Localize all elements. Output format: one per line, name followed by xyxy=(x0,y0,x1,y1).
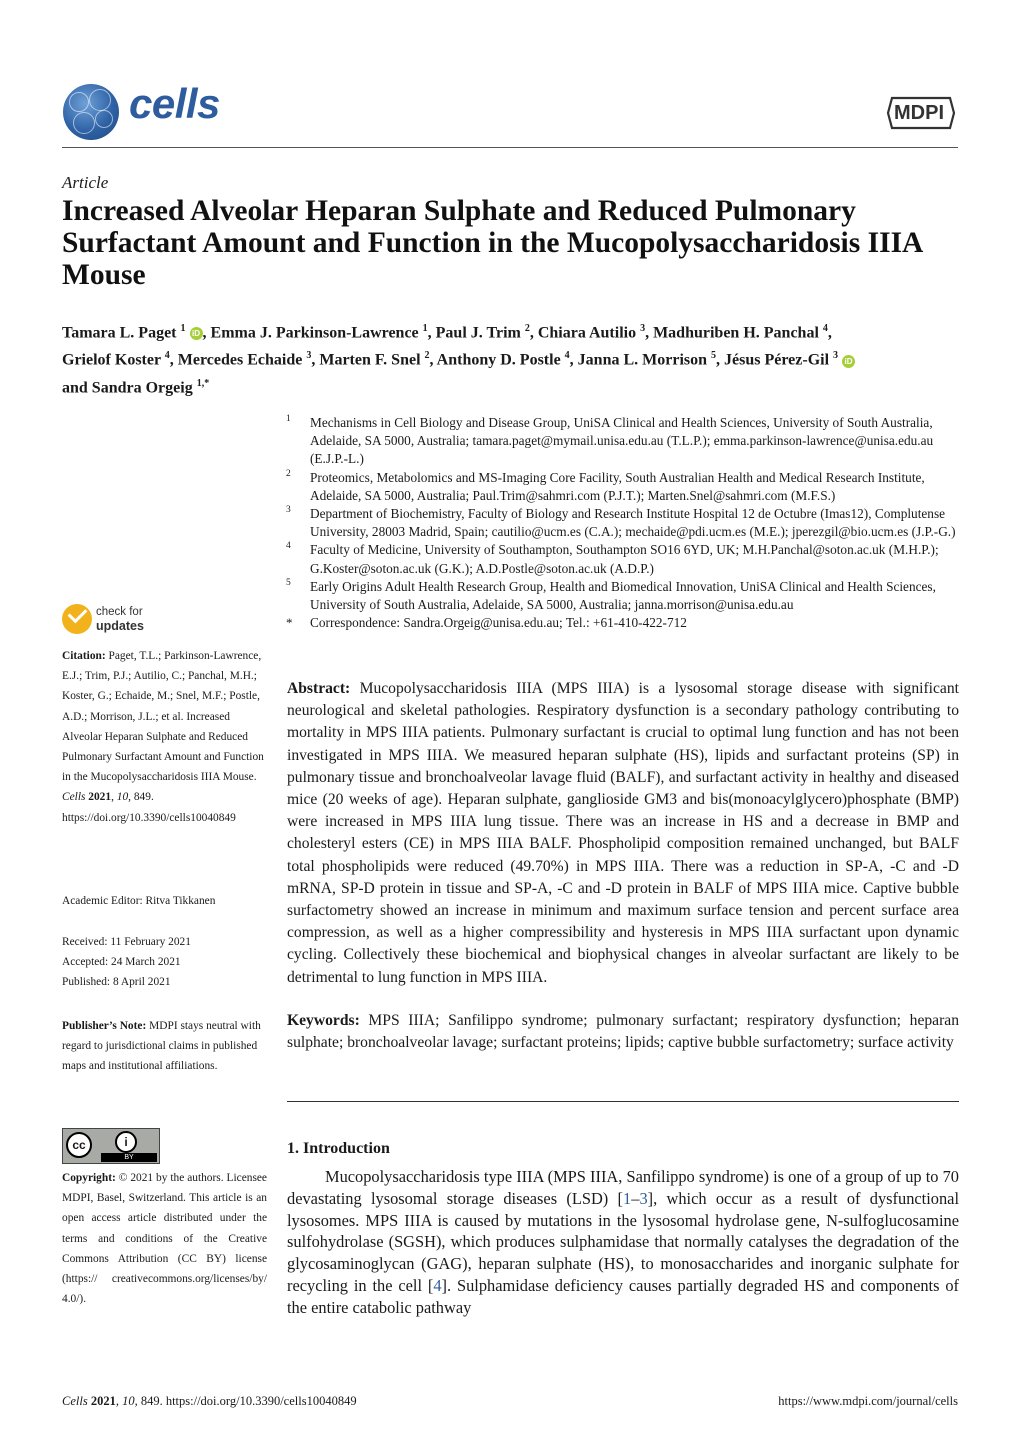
ref-dash: – xyxy=(631,1188,640,1208)
affiliation-text: Early Origins Adult Health Research Group, Health and Biomedical Innovation, UniSA Clinical and Health Sciences, University of South Australia, Adelaide, SA 5000, Australia; janna.morrison@unisa.edu.au xyxy=(310,578,936,613)
header-divider xyxy=(62,147,958,148)
copyright-label: Copyright: xyxy=(62,1172,116,1184)
citation-doi[interactable]: , 849. https://doi.org/10.3390/cells10040849 xyxy=(62,791,236,824)
published-date: Published: 8 April 2021 xyxy=(62,976,171,988)
author-affiliation-marker: 4 xyxy=(564,350,570,362)
intro-text-2: ], which occur as a result of dysfunctional lysosomes. MPS IIIA is caused by mutations in the lysosomal hydrolase gene, N-sulfoglucosamine sulfohydrolase (SGSH), which produces sulphamidase that normally catalyses the degradation of the glycosaminoglycan (GAG), heparan sulphate (HS), to monosaccharides and inorganic sulphate for recycling in the cell [ xyxy=(287,1188,959,1295)
check-label-1: check for xyxy=(96,606,143,618)
cc-by-license-badge[interactable] xyxy=(62,1128,160,1164)
copyright-block xyxy=(62,1168,267,1309)
affiliation-text: Mechanisms in Cell Biology and Disease Group, UniSA Clinical and Health Sciences, University of South Australia, Adelaide, SA 5000, Australia; tamara.paget@mymail.unisa.edu.au (T.L.P.); emma.parkinson-lawrence@unisa.edu.au (E.J.P.-L.) xyxy=(310,415,934,467)
affiliation-text: Department of Biochemistry, Faculty of Biology and Research Institute Hospital 12 de Octubre (Imas12), Complutense University, 28003 Madrid, Spain; cautilio@ucm.es (C.A.); mechaide@pdi.ucm.es (M.E.); jperezgil@bio.ucm.es (J.P.-G.) xyxy=(310,506,956,540)
affiliation-text: Proteomics, Metabolomics and MS-Imaging Core Facility, South Australian Health and Medical Research Institute, Adelaide, SA 5000, Australia; Paul.Trim@sahmri.com (P.J.T.); Marten.Snel@sahmri.com (M.F.S.) xyxy=(310,469,925,503)
author-name: Emma J. Parkinson-Lawrence xyxy=(210,324,419,342)
citation-volume: 10 xyxy=(116,791,129,804)
mdpi-logo-text: MDPI xyxy=(894,102,944,124)
affiliation-item xyxy=(286,414,966,469)
check-label-2: updates xyxy=(96,619,144,633)
citation-block: Citation: Paget, T.L.; Parkinson-Lawrence, E.J.; Trim, P.J.; Autilio, C.; Panchal, M.H.; Koster, G.; Echaide, M.; Snel, M.F.; Postle, A.D.; Morrison, J.L.; et al. Increased Alveolar Heparan Sulphate and Reduced Pulmonary Surfactant Amount and Function in the Mucopolysaccharidosis IIIA Mouse. Cells 2021, 10, 849. https://doi.org/10.3390/cells10040849 xyxy=(62,650,264,824)
author-list xyxy=(62,317,962,399)
cc-icon: cc xyxy=(66,1132,92,1158)
keywords xyxy=(287,1010,959,1054)
keywords-text: MPS IIIA; Sanfilippo syndrome; pulmonary surfactant; respiratory dysfunction; heparan sulphate; bronchoalveolar lavage; surfactant proteins; lipids; captive bubble surfactometry; surface activity xyxy=(287,1012,959,1052)
author-separator: , xyxy=(311,351,320,369)
copyright-text: © 2021 by the authors. Licensee MDPI, Basel, Switzerland. This article is an open access article distributed under the terms and conditions of the Creative Commons Attribution (CC BY) license (https:// creativecommons.org/licenses/by/ 4.0/). xyxy=(62,1172,267,1306)
orcid-icon[interactable]: iD xyxy=(190,327,203,340)
affiliation-text: Correspondence: Sandra.Orgeig@unisa.edu.au; Tel.: +61-410-422-712 xyxy=(310,615,687,631)
affiliation-number: 5 xyxy=(286,577,291,588)
footer-citation: Cells 2021, 10, 849. https://doi.org/10.3390/cells10040849 xyxy=(62,1394,357,1408)
academic-editor: Academic Editor: Ritva Tikkanen xyxy=(62,895,216,907)
citation-journal: Cells xyxy=(62,791,86,804)
reference-link-3[interactable]: 3 xyxy=(639,1188,648,1208)
author-name: Madhuriben H. Panchal xyxy=(653,324,819,342)
intro-paragraph xyxy=(287,1166,959,1319)
author-name: Tamara L. Paget xyxy=(62,324,177,342)
reference-link-4[interactable]: 4 xyxy=(433,1275,442,1295)
author-affiliation-marker: 3 xyxy=(640,323,646,334)
citation-year: 2021 xyxy=(88,791,112,804)
author-separator: , xyxy=(427,324,436,342)
author-name: Marten F. Snel xyxy=(319,351,421,369)
mdpi-logo[interactable] xyxy=(886,92,956,134)
affiliation-item xyxy=(286,541,966,577)
check-icon xyxy=(62,604,92,634)
cells-logo-icon xyxy=(63,84,119,140)
intro-text-1: Mucopolysaccharidosis type IIIA (MPS IIIA, Sanfilippo syndrome) is one of a group of up to 70 devastating lysosomal storage diseases (LSD) [ xyxy=(287,1167,959,1208)
affiliation-item xyxy=(286,614,966,632)
section-divider xyxy=(287,1101,959,1102)
publisher-note xyxy=(62,1016,267,1077)
journal-name[interactable]: cells xyxy=(129,80,220,127)
footer-volume: 10 xyxy=(122,1394,135,1408)
author-name: Jésus Pérez-Gil xyxy=(724,351,830,369)
author-affiliation-marker: 1 xyxy=(422,323,428,334)
author-affiliation-marker: 1,* xyxy=(196,377,210,389)
author-affiliation-marker: 3 xyxy=(306,350,312,362)
affiliation-number: 3 xyxy=(286,505,291,516)
publisher-note-label: Publisher’s Note: xyxy=(62,1020,147,1032)
article-type: Article xyxy=(62,173,109,192)
keywords-label: Keywords: xyxy=(287,1012,360,1029)
abstract-label: Abstract: xyxy=(287,680,351,697)
author-affiliation-marker: 2 xyxy=(524,323,530,334)
received-date: Received: 11 February 2021 xyxy=(62,936,191,948)
author-separator: , xyxy=(827,324,832,342)
author-affiliation-marker: 3 xyxy=(833,350,839,362)
cc-by-label: BY xyxy=(101,1153,157,1162)
accepted-date: Accepted: 24 March 2021 xyxy=(62,956,181,968)
intro-text-3: ]. Sulphamidase deficiency causes partially degraded HS and components of the entire catabolic pathway xyxy=(287,1275,959,1317)
affiliation-number: 1 xyxy=(286,414,291,424)
affiliation-item xyxy=(286,469,966,505)
attribution-person-icon: i xyxy=(115,1131,137,1153)
footer-year: 2021 xyxy=(90,1394,116,1408)
abstract-text: Mucopolysaccharidosis IIIA (MPS IIIA) is a lysosomal storage disease with significant neurological and skeletal pathologies. Respiratory dysfunction is a secondary pathology contributing to mortality in MPS IIIA patients. Pulmonary surfactant is crucial to optimal lung function and has not been investigated in MPS IIIA. We measured heparan sulphate (HS), lipids and surfactant proteins (SP) in pulmonary tissue and bronchoalveolar lavage fluid (BALF), and surfactant activity in healthy and diseased mice (20 weeks of age). Heparan sulphate, ganglioside GM3 and bis(monoacylglycero)phosphate (BMP) were increased in MPS IIIA lung tissue. There was an increase in HS and a decrease in BMP and cholesteryl esters (CE) in MPS IIIA BALF. Phospholipid composition remained unchanged, but BALF total phospholipids were reduced (49.70%) in MPS IIIA. There was a reduction in SP-A, -C and -D mRNA, SP-D protein in tissue and SP-A, -C and -D protein in BALF of MPS IIIA mice. Captive bubble surfactometry showed an increase in minimum and maximum surface tension and percent surface area compression, as well as a higher compressibility and hysteresis in MPS IIIA surfactant upon dynamic cycling. Collectively these biochemical and biophysical changes in alveolar surfactant are likely to be detrimental to lung function in MPS IIIA. xyxy=(287,680,959,986)
author-separator: , xyxy=(716,351,725,369)
author-affiliation-marker: 2 xyxy=(424,350,430,362)
author-name: Janna L. Morrison xyxy=(577,351,708,369)
author-name: Mercedes Echaide xyxy=(177,351,303,369)
author-separator: , xyxy=(169,351,178,369)
article-title: Increased Alveolar Heparan Sulphate and Reduced Pulmonary Surfactant Amount and Function in the Mucopolysaccharidosis IIIA Mouse xyxy=(62,195,922,291)
affiliation-number: 4 xyxy=(286,541,291,552)
author-name: and Sandra Orgeig xyxy=(62,378,193,396)
affiliation-number: 2 xyxy=(286,468,291,479)
author-affiliation-marker: 4 xyxy=(164,350,170,362)
author-affiliation-marker: 4 xyxy=(822,323,828,334)
author-separator: , xyxy=(645,324,654,342)
author-name: Anthony D. Postle xyxy=(436,351,561,369)
section-heading: 1. Introduction xyxy=(287,1140,390,1157)
author-name: Grielof Koster xyxy=(62,351,161,369)
author-separator: , xyxy=(429,351,437,369)
citation-label: Citation: xyxy=(62,650,106,662)
check-for-updates-button[interactable] xyxy=(62,604,182,638)
author-separator: , xyxy=(529,324,538,342)
affiliation-item xyxy=(286,578,966,614)
author-affiliation-marker: 1 xyxy=(180,323,186,334)
footer-journal-url[interactable]: https://www.mdpi.com/journal/cells xyxy=(778,1394,958,1408)
affiliation-number: * xyxy=(286,615,293,631)
affiliation-item xyxy=(286,505,966,541)
author-name: Chiara Autilio xyxy=(537,324,637,342)
author-affiliation-marker: 5 xyxy=(711,350,717,362)
reference-link-1[interactable]: 1 xyxy=(623,1188,632,1208)
abstract xyxy=(287,678,959,989)
footer-journal: Cells xyxy=(62,1394,88,1408)
publisher-note-text: MDPI stays neutral with regard to jurisdictional claims in published maps and institutional affiliations. xyxy=(62,1020,261,1073)
footer-doi[interactable]: , 849. https://doi.org/10.3390/cells10040849 xyxy=(134,1394,357,1408)
affiliations xyxy=(286,414,966,632)
author-name: Paul J. Trim xyxy=(435,324,521,342)
orcid-icon[interactable]: iD xyxy=(842,355,855,368)
citation-text: Paget, T.L.; Parkinson-Lawrence, E.J.; Trim, P.J.; Autilio, C.; Panchal, M.H.; Koster, G.; Echaide, M.; Snel, M.F.; Postle, A.D.; Morrison, J.L.; et al. Increased Alveolar Heparan Sulphate and Reduced Pulmonary Surfactant Amount and Function in the Mucopolysaccharidosis IIIA Mouse. xyxy=(62,650,264,784)
author-separator: , xyxy=(569,351,578,369)
author-separator: , xyxy=(202,324,211,342)
affiliation-text: Faculty of Medicine, University of Southampton, Southampton SO16 6YD, UK; M.H.Panchal@soton.ac.uk (M.H.P.); G.Koster@soton.ac.uk (G.K.); A.D.Postle@soton.ac.uk (A.D.P.) xyxy=(310,542,939,576)
